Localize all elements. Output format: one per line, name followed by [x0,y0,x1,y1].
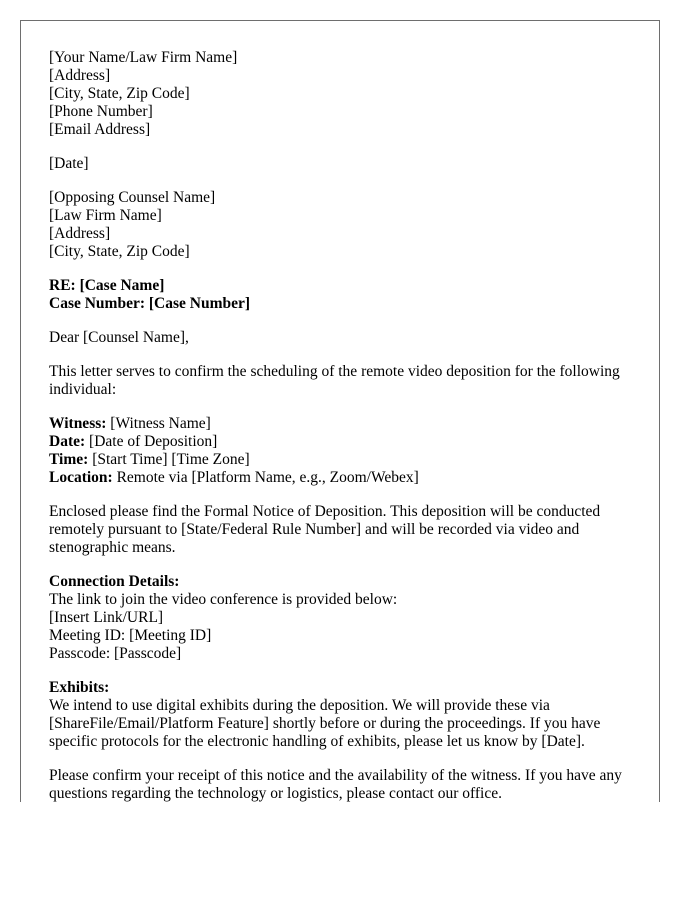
intro-text: This letter serves to confirm the scheduling of the remote video deposition for the following individual: [49,363,620,398]
salutation-text: Dear [Counsel Name], [49,329,189,346]
witness-line [49,415,634,433]
recipient-address: [Address] [49,225,111,242]
connection-meeting-id: Meeting ID: [Meeting ID] [49,627,212,644]
date-block [49,155,634,173]
witness-value: [Witness Name] [106,415,211,432]
witness-label: Witness: [49,415,107,432]
sender-address: [Address] [49,67,111,84]
closing-paragraph [49,767,634,802]
connection-link: [Insert Link/URL] [49,609,164,626]
re-block [49,277,634,313]
sender-block [49,49,634,139]
date-line [49,433,634,451]
sender-name: [Your Name/Law Firm Name] [49,49,238,66]
date-label: Date: [49,433,86,450]
letter-page [20,20,660,802]
letter-date: [Date] [49,155,89,172]
sender-phone: [Phone Number] [49,103,153,120]
letter-body [49,49,634,802]
connection-details [49,573,634,663]
connection-intro: The link to join the video conference is provided below: [49,591,398,608]
enclosed-paragraph [49,503,634,557]
location-label: Location: [49,469,113,486]
sender-city-state-zip: [City, State, Zip Code] [49,85,190,102]
enclosed-text: Enclosed please find the Formal Notice of Deposition. This deposition will be conducted remotely pursuant to [State/Federal Rule Number] and will be recorded via video and stenographic means. [49,503,601,556]
intro-paragraph [49,363,634,399]
deposition-details [49,415,634,487]
exhibits-text: We intend to use digital exhibits during the deposition. We will provide these via [ShareFile/Email/Platform Feature] shortly before or during the proceedings. If you have specific protocols for the electronic handling of exhibits, please let us know by [Date]. [49,697,601,750]
exhibits-heading: Exhibits: [49,679,110,696]
recipient-firm: [Law Firm Name] [49,207,162,224]
recipient-city-state-zip: [City, State, Zip Code] [49,243,190,260]
time-line [49,451,634,469]
location-line [49,469,634,487]
exhibits-section [49,679,634,751]
time-value: [Start Time] [Time Zone] [88,451,250,468]
location-value: Remote via [Platform Name, e.g., Zoom/Webex] [112,469,419,486]
salutation [49,329,634,347]
time-label: Time: [49,451,89,468]
connection-passcode: Passcode: [Passcode] [49,645,182,662]
connection-heading: Connection Details: [49,573,180,590]
date-value: [Date of Deposition] [85,433,218,450]
recipient-block [49,189,634,261]
closing-text: Please confirm your receipt of this notice and the availability of the witness. If you have any questions regarding the technology or logistics, please contact our office. [49,767,622,802]
recipient-name: [Opposing Counsel Name] [49,189,216,206]
sender-email: [Email Address] [49,121,151,138]
re-case-name: RE: [Case Name] [49,277,165,294]
re-case-number: Case Number: [Case Number] [49,295,251,312]
